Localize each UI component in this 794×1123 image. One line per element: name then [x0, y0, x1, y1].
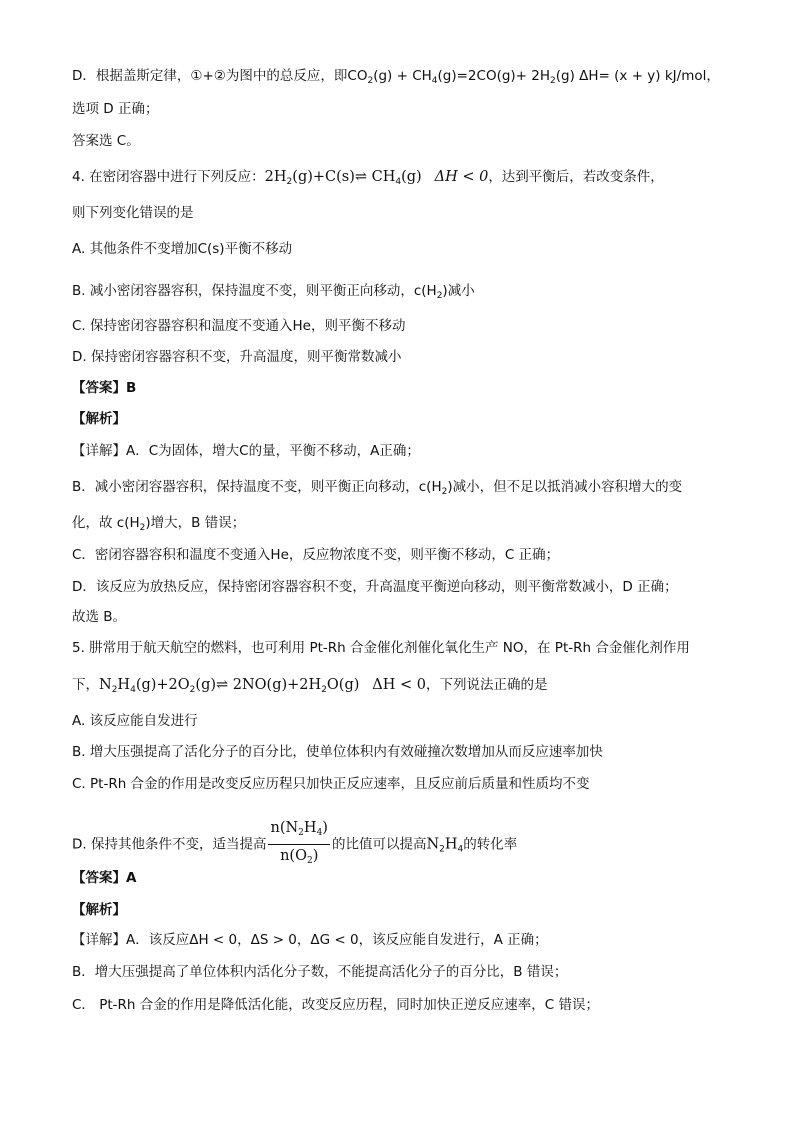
q5-detail-a: 【详解】A．该反应ΔH < 0，ΔS > 0，ΔG < 0，该反应能自发进行，A 正确；: [72, 932, 548, 948]
question-5-stem: 5. 肼常用于航天航空的燃料，也可利用 Pt-Rh 合金催化剂催化氧化生产 NO，在 Pt-Rh 合金催化剂作用: [72, 640, 690, 656]
q4-detail-d: D．该反应为放热反应，保持密闭容器容积不变，升高温度平衡逆向移动，则平衡常数减小，D 正确；: [72, 579, 678, 595]
q4-option-a: A. 其他条件不变增加C(s)平衡不移动: [72, 241, 293, 257]
q4-analysis-heading: 【解析】: [72, 411, 126, 427]
q5-option-a: A. 该反应能自发进行: [72, 713, 198, 729]
line-answer-c: 答案选 C。: [72, 133, 140, 149]
q4-option-d: D. 保持密闭容器容积不变，升高温度，则平衡常数减小: [72, 349, 402, 365]
q4-option-c: C. 保持密闭容器容积和温度不变通入He，则平衡不移动: [72, 318, 406, 334]
q4-option-b: B. 减小密闭容器容积，保持温度不变，则平衡正向移动，$c(H_2)$减小: [72, 283, 475, 301]
q5-option-d: D. 保持其他条件不变，适当提高 $\frac{n(N_2H_4)}{n(O_2)}$ 的比值可以提高$N_2H_4$的转化率: [72, 818, 517, 871]
ratio-fraction: $\frac{n(N_2H_4)}{n(O_2)}$: [270, 820, 328, 866]
question-4-stem: 4. 在密闭容器中进行下列反应：$2H_2(g)+C(s)\rightleftharpoons$ $CH_4(g)$ ΔH < 0，达到平衡后，若改变条件，: [72, 169, 664, 187]
line-option-d-correct: 选项 D 正确；: [72, 101, 159, 117]
q5-detail-c: C． Pt-Rh 合金的作用是降低活化能，改变反应历程，同时加快正逆反应速率，C 错误；: [72, 997, 599, 1013]
q5-option-c: C. Pt-Rh 合金的作用是改变反应历程只加快正反应速率，且反应前后质量和性质均不变: [72, 776, 590, 792]
q5-detail-b: B．增大压强提高了单位体积内活化分子数，不能提高活化分子的百分比，B 错误；: [72, 964, 568, 980]
q5-answer: 【答案】A: [72, 870, 137, 886]
q4-detail-b: B．减小密闭容器容积，保持温度不变，则平衡正向移动，$c(H_2)$减小，但不足以抵消减小容积增大的变: [72, 479, 683, 497]
question-5-stem-equation: 下，$N_2H_4(g)+2O_2(g)\rightleftharpoons$ $2NO(g)+2H_2O(g)$ ΔH < 0，下列说法正确的是: [72, 677, 548, 695]
q5-option-b: B. 增大压强提高了活化分子的百分比，使单位体积内有效碰撞次数增加从而反应速率加快: [72, 744, 603, 760]
question-4-stem-cont: 则下列变化错误的是: [72, 205, 194, 221]
q5-analysis-heading: 【解析】: [72, 902, 126, 918]
line-hess-law: D．根据盖斯定律，①+②为图中的总反应，即$CO_2(g) + CH_4(g)=2CO(g)+ 2H_2(g)$ ΔH= (x + y) kJ/mol，: [72, 68, 720, 86]
q4-detail-c: C．密闭容器容积和温度不变通入He，反应物浓度不变，则平衡不移动，C 正确；: [72, 547, 560, 563]
q4-conclusion: 故选 B。: [72, 609, 127, 625]
q4-detail-b-cont: 化，故 $c(H_2)$增大，B 错误；: [72, 515, 246, 533]
q4-answer: 【答案】B: [72, 380, 137, 396]
q4-detail-a: 【详解】A．C为固体，增大C的量，平衡不移动，A正确；: [72, 443, 420, 459]
